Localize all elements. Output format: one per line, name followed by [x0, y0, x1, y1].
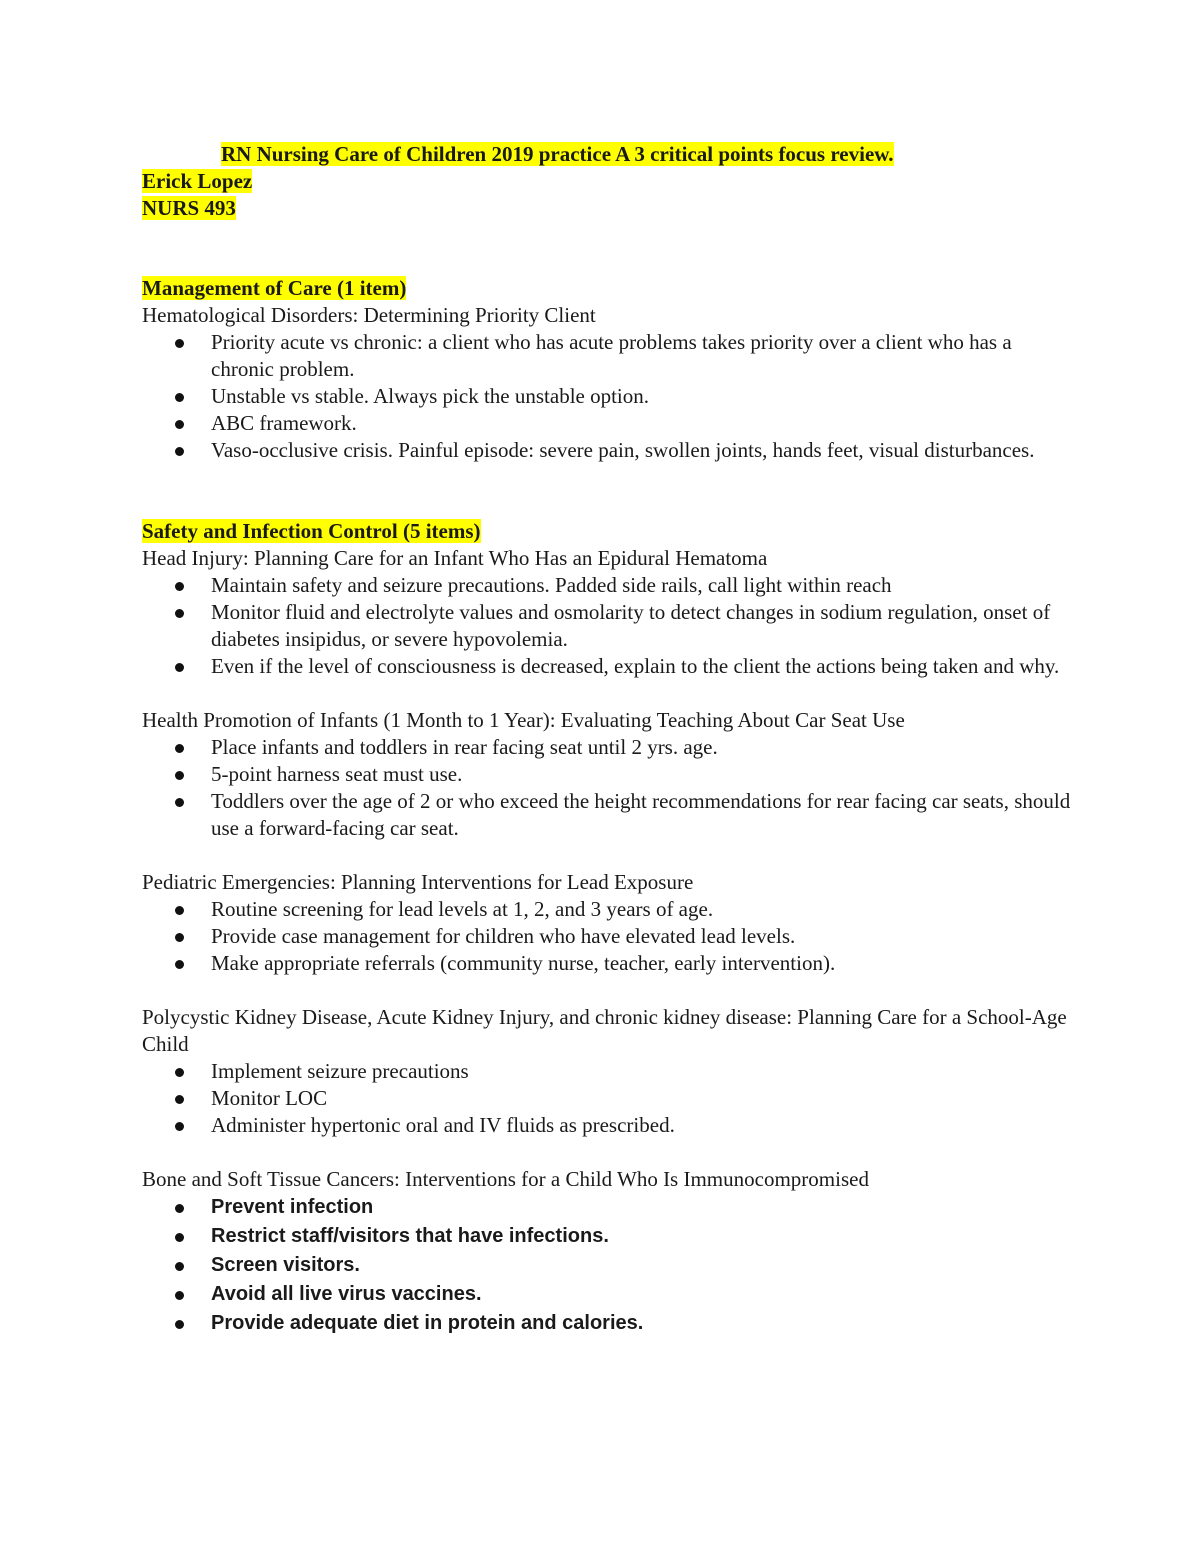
- bullet-icon: [175, 1095, 184, 1104]
- document-header: [142, 141, 1072, 168]
- bullet-icon: [175, 798, 184, 807]
- bullet-text: 5-point harness seat must use.: [211, 762, 463, 786]
- bullet-text: Monitor LOC: [211, 1086, 328, 1110]
- list-item: [211, 329, 1072, 383]
- bullet-icon: [175, 771, 184, 780]
- bullet-text: Administer hypertonic oral and IV fluids as prescribed.: [211, 1113, 675, 1137]
- bullet-text: Unstable vs stable. Always pick the unstable option.: [211, 384, 650, 408]
- spacer: [142, 977, 1072, 1004]
- list-item: [211, 410, 1072, 437]
- list-item: [211, 383, 1072, 410]
- bullet-list: [142, 329, 1072, 464]
- bullet-text: Routine screening for lead levels at 1, 2, and 3 years of age.: [211, 897, 714, 921]
- list-item: [211, 653, 1072, 680]
- bullet-icon: [175, 906, 184, 915]
- spacer: [142, 842, 1072, 869]
- bullet-icon: [175, 1320, 184, 1329]
- bullet-text: Screen visitors.: [211, 1254, 360, 1276]
- spacer: [142, 464, 1072, 518]
- bullet-icon: [175, 1291, 184, 1300]
- document-page: [142, 141, 1072, 1338]
- bullet-list: [142, 1193, 1072, 1338]
- bullet-text: Restrict staff/visitors that have infections.: [211, 1225, 609, 1247]
- bullet-text: Vaso-occlusive crisis. Painful episode: severe pain, swollen joints, hands feet, visual disturbances.: [211, 438, 1035, 462]
- bullet-text: Place infants and toddlers in rear facing seat until 2 yrs. age.: [211, 735, 718, 759]
- list-item: [211, 1058, 1072, 1085]
- topic-title: Pediatric Emergencies: Planning Interventions for Lead Exposure: [142, 870, 694, 894]
- section-management-of-care: [142, 275, 1072, 464]
- bullet-icon: [175, 1233, 184, 1242]
- list-item: [211, 734, 1072, 761]
- bullet-icon: [175, 1262, 184, 1271]
- list-item: [211, 761, 1072, 788]
- list-item: [211, 896, 1072, 923]
- bullet-icon: [175, 582, 184, 591]
- list-item: [211, 437, 1072, 464]
- bullet-text: Implement seizure precautions: [211, 1059, 469, 1083]
- bullet-text: Even if the level of consciousness is decreased, explain to the client the actions being taken and why.: [211, 654, 1060, 678]
- list-item: [211, 1280, 1072, 1309]
- bullet-text: ABC framework.: [211, 411, 357, 435]
- list-item: [211, 923, 1072, 950]
- bullet-icon: [175, 960, 184, 969]
- bullet-list: [142, 734, 1072, 842]
- bullet-icon: [175, 1068, 184, 1077]
- bullet-icon: [175, 447, 184, 456]
- spacer: [142, 222, 1072, 275]
- bullet-list: [142, 1058, 1072, 1139]
- bullet-icon: [175, 339, 184, 348]
- author-name: Erick Lopez: [142, 169, 253, 193]
- bullet-text: Maintain safety and seizure precautions. Padded side rails, call light within reach: [211, 573, 892, 597]
- topic-title: Polycystic Kidney Disease, Acute Kidney Injury, and chronic kidney disease: Planning Care for a School-Age Child: [142, 1005, 1067, 1056]
- document-title: RN Nursing Care of Children 2019 practice A 3 critical points focus review.: [221, 142, 894, 166]
- bullet-icon: [175, 933, 184, 942]
- course-line: [142, 195, 1072, 222]
- list-item: [211, 1085, 1072, 1112]
- author-line: [142, 168, 1072, 195]
- course-code: NURS 493: [142, 196, 236, 220]
- bullet-icon: [175, 1204, 184, 1213]
- bullet-icon: [175, 1122, 184, 1131]
- bullet-text: Priority acute vs chronic: a client who has acute problems takes priority over a client who has a chronic problem.: [211, 330, 1012, 381]
- list-item: [211, 1193, 1072, 1222]
- list-item: [211, 950, 1072, 977]
- spacer: [142, 1139, 1072, 1166]
- bullet-text: Toddlers over the age of 2 or who exceed the height recommendations for rear facing car seats, should use a forward-facing car seat.: [211, 789, 1071, 840]
- section-heading: Safety and Infection Control (5 items): [142, 519, 481, 543]
- bullet-icon: [175, 744, 184, 753]
- list-item: [211, 1309, 1072, 1338]
- list-item: [211, 1251, 1072, 1280]
- bullet-text: Provide case management for children who have elevated lead levels.: [211, 924, 796, 948]
- bullet-icon: [175, 420, 184, 429]
- bullet-icon: [175, 609, 184, 618]
- bullet-list: [142, 896, 1072, 977]
- list-item: [211, 572, 1072, 599]
- section-heading: Management of Care (1 item): [142, 276, 407, 300]
- section-heading-line: [142, 518, 1072, 545]
- topic-title: Health Promotion of Infants (1 Month to 1 Year): Evaluating Teaching About Car Seat Use: [142, 708, 905, 732]
- bullet-list: [142, 572, 1072, 680]
- list-item: [211, 788, 1072, 842]
- section-heading-line: [142, 275, 1072, 302]
- bullet-text: Monitor fluid and electrolyte values and osmolarity to detect changes in sodium regulation, onset of diabetes insipidus, or severe hypovolemia.: [211, 600, 1051, 651]
- spacer: [142, 680, 1072, 707]
- bullet-text: Avoid all live virus vaccines.: [211, 1283, 482, 1305]
- bullet-icon: [175, 393, 184, 402]
- bullet-icon: [175, 663, 184, 672]
- list-item: [211, 1112, 1072, 1139]
- topic-title: Hematological Disorders: Determining Priority Client: [142, 303, 596, 327]
- topic-title: Head Injury: Planning Care for an Infant Who Has an Epidural Hematoma: [142, 546, 768, 570]
- list-item: [211, 599, 1072, 653]
- bullet-text: Make appropriate referrals (community nurse, teacher, early intervention).: [211, 951, 836, 975]
- bullet-text: Provide adequate diet in protein and calories.: [211, 1312, 644, 1334]
- bullet-text: Prevent infection: [211, 1196, 374, 1218]
- list-item: [211, 1222, 1072, 1251]
- topic-title: Bone and Soft Tissue Cancers: Interventions for a Child Who Is Immunocompromised: [142, 1167, 869, 1191]
- section-safety-infection-control: [142, 518, 1072, 1338]
